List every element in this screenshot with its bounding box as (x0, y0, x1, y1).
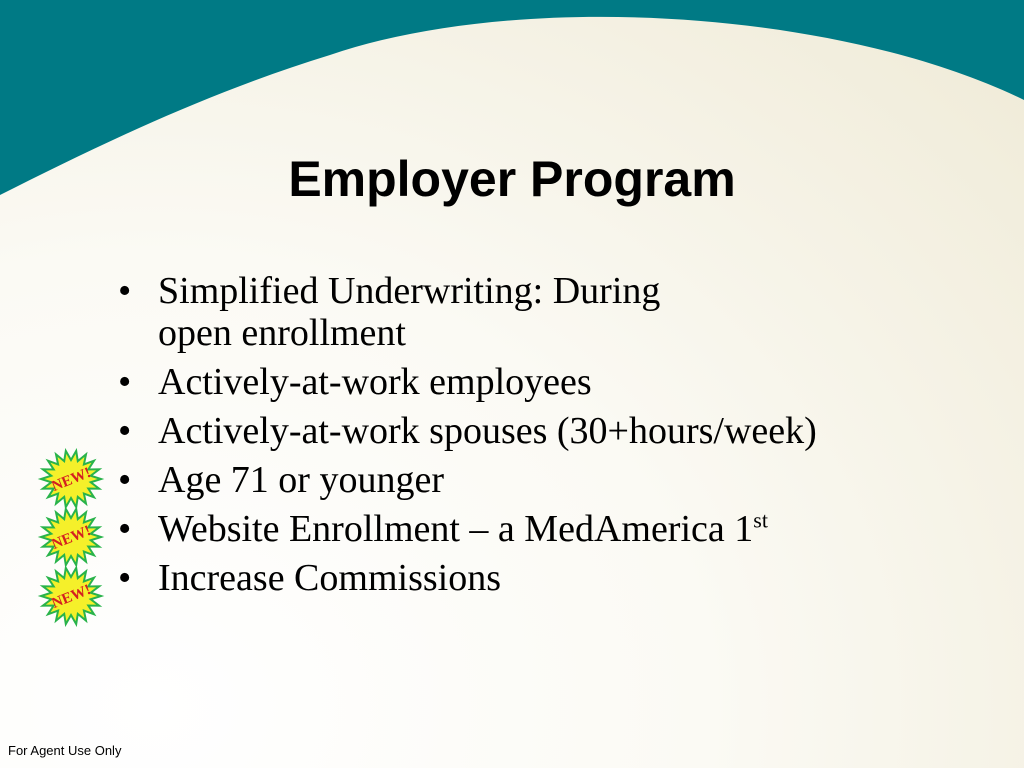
bullet-item (118, 361, 998, 403)
slide-title: Employer Program (288, 151, 736, 207)
bullet-item (118, 410, 998, 452)
bullet-text: Increase Commissions (158, 557, 502, 599)
new-badge-icon (30, 448, 112, 510)
ordinal-superscript: st (753, 507, 768, 533)
new-badge-label: NEW! (49, 522, 94, 553)
bullet-list (118, 270, 998, 606)
bullet-text: Actively-at-work employees (158, 361, 592, 403)
new-badge-label: NEW! (49, 581, 94, 612)
bullet-item (118, 270, 998, 354)
bullet-item (118, 459, 998, 501)
bullet-item (118, 508, 998, 550)
bullet-text: Simplified Underwriting: During open enrollment (158, 270, 661, 354)
bullet-item (118, 557, 998, 599)
bullet-text: Age 71 or younger (158, 459, 444, 501)
bullet-text: Actively-at-work spouses (30+hours/week) (158, 410, 817, 452)
new-badge-label: NEW! (49, 464, 94, 495)
new-badge-icon (30, 506, 112, 568)
footer-disclaimer: For Agent Use Only (8, 743, 122, 758)
new-badge-icon (30, 565, 112, 627)
bullet-text: Website Enrollment – a MedAmerica 1 (158, 508, 754, 550)
